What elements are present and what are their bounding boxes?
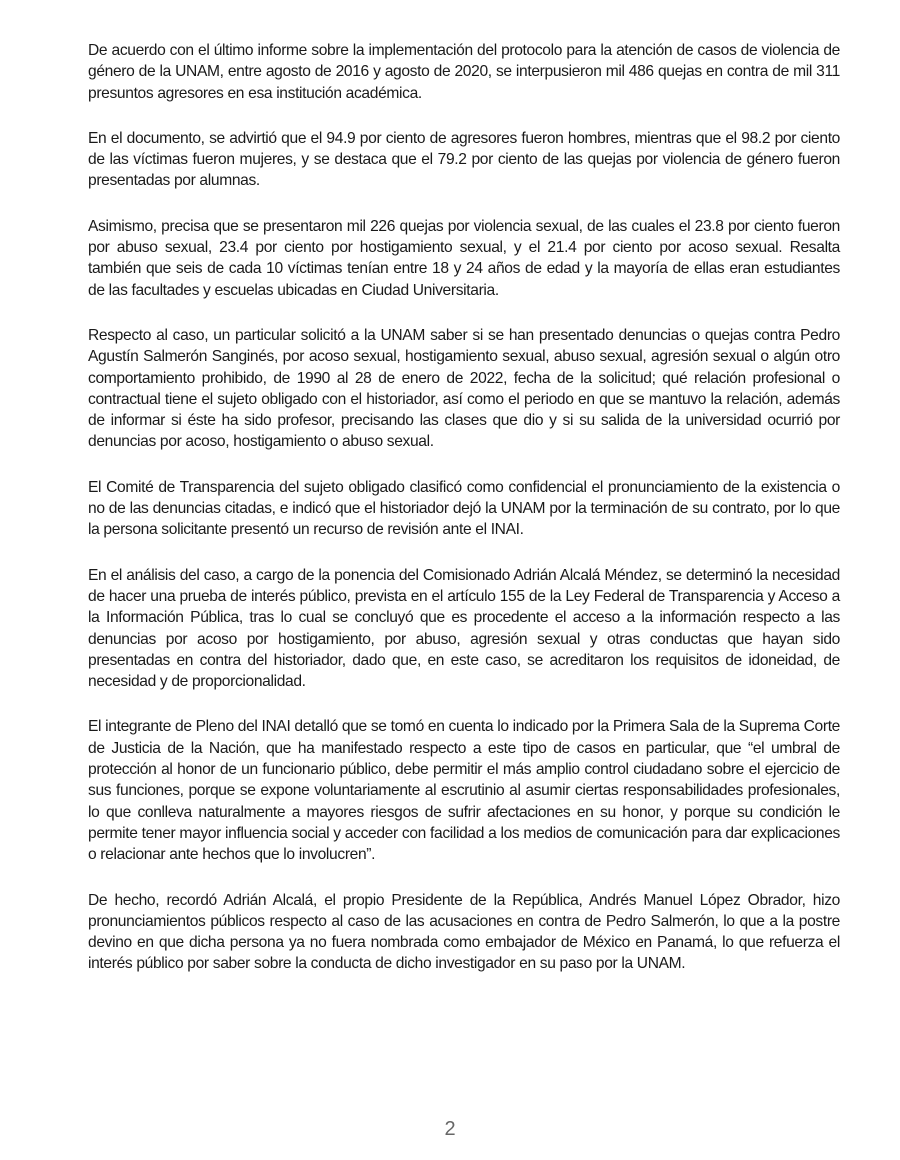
document-body: [88, 40, 840, 999]
paragraph-supreme-court-quote: El integrante de Pleno del INAI detalló que se tomó en cuenta lo indicado por la Primera Sala de la Suprema Corte de Justicia de la Nación, que ha manifestado respecto a este tipo de casos en particular, que “el umbral de protección al honor de un funcionario público, debe permitir el más amplio control ciudadano sobre el ejercicio de sus funciones, porque se expone voluntariamente al escrutinio al asumir ciertas responsabilidades profesionales, lo que conlleva naturalmente a mayores riesgos de sufrir afectaciones en su honor, y porque su condición le permite tener mayor influencia social y acceder con facilidad a los medios de comunicación para dar explicaciones o relacionar ante hechos que lo involucren”.: [88, 718, 840, 864]
paragraph-statistics-gender: En el documento, se advirtió que el 94.9 por ciento de agresores fueron hombres, mientras que el 98.2 por ciento de las víctimas fueron mujeres, y se destaca que el 79.2 por ciento de las quejas por violencia de género fueron presentadas por alumnas.: [88, 129, 840, 190]
paragraph-president-statement: De hecho, recordó Adrián Alcalá, el propio Presidente de la República, Andrés Manuel López Obrador, hizo pronunciamientos públicos respecto al caso de las acusaciones en contra de Pedro Salmerón, lo que a la postre devino en que dicha persona ya no fuera nombrada como embajador de México en Panamá, lo que refuerza el interés público por saber sobre la conducta de dicho investigador en su paso por la UNAM.: [88, 891, 840, 973]
paragraph-unam-report: De acuerdo con el último informe sobre la implementación del protocolo para la atención de casos de violencia de género de la UNAM, entre agosto de 2016 y agosto de 2020, se interpusieron mil 486 quejas en contra de mil 311 presuntos agresores en esa institución académica.: [88, 42, 840, 102]
paragraph-sexual-violence-complaints: Asimismo, precisa que se presentaron mil 226 quejas por violencia sexual, de las cuales el 23.8 por ciento fueron por abuso sexual, 23.4 por ciento por hostigamiento sexual, y el 21.4 por ciento por acoso sexual. Resalta también que seis de cada 10 víctimas tenían entre 18 y 24 años de edad y la mayoría de ellas eran estudiantes de las facultades y escuelas ubicadas en Ciudad Universitaria.: [88, 217, 840, 299]
paragraph-information-request: Respecto al caso, un particular solicitó a la UNAM saber si se han presentado denuncias o quejas contra Pedro Agustín Salmerón Sanginés, por acoso sexual, hostigamiento sexual, abuso sexual, agresión sexual o algún otro comportamiento prohibido, de 1990 al 28 de enero de 2022, fecha de la solicitud; qué relación profesional o contractual tiene el sujeto obligado con el historiador, así como el periodo en que se mantuvo la relación, además de informar si éste ha sido profesor, precisando las clases que dio y si su salida de la universidad ocurrió por denuncias por acoso, hostigamiento o abuso sexual.: [88, 326, 840, 451]
page-number: 2: [444, 1118, 456, 1140]
paragraph-transparency-committee: El Comité de Transparencia del sujeto obligado clasificó como confidencial el pronunciamiento de la existencia o no de las denuncias citadas, e indicó que el historiador dejó la UNAM por la terminación de su contrato, por lo que la persona solicitante presentó un recurso de revisión ante el INAI.: [88, 478, 840, 539]
paragraph-case-analysis: En el análisis del caso, a cargo de la ponencia del Comisionado Adrián Alcalá Méndez, se determinó la necesidad de hacer una prueba de interés público, prevista en el artículo 155 de la Ley Federal de Transparencia y Acceso a la Información Pública, tras lo cual se concluyó que es procedente el acceso a la información respecto a las denuncias por acoso por hostigamiento, por abuso, agresión sexual y otras conductas que hayan sido presentadas en contra del historiador, dado que, en este caso, se acreditaron los requisitos de idoneidad, de necesidad y de proporcionalidad.: [88, 566, 840, 691]
